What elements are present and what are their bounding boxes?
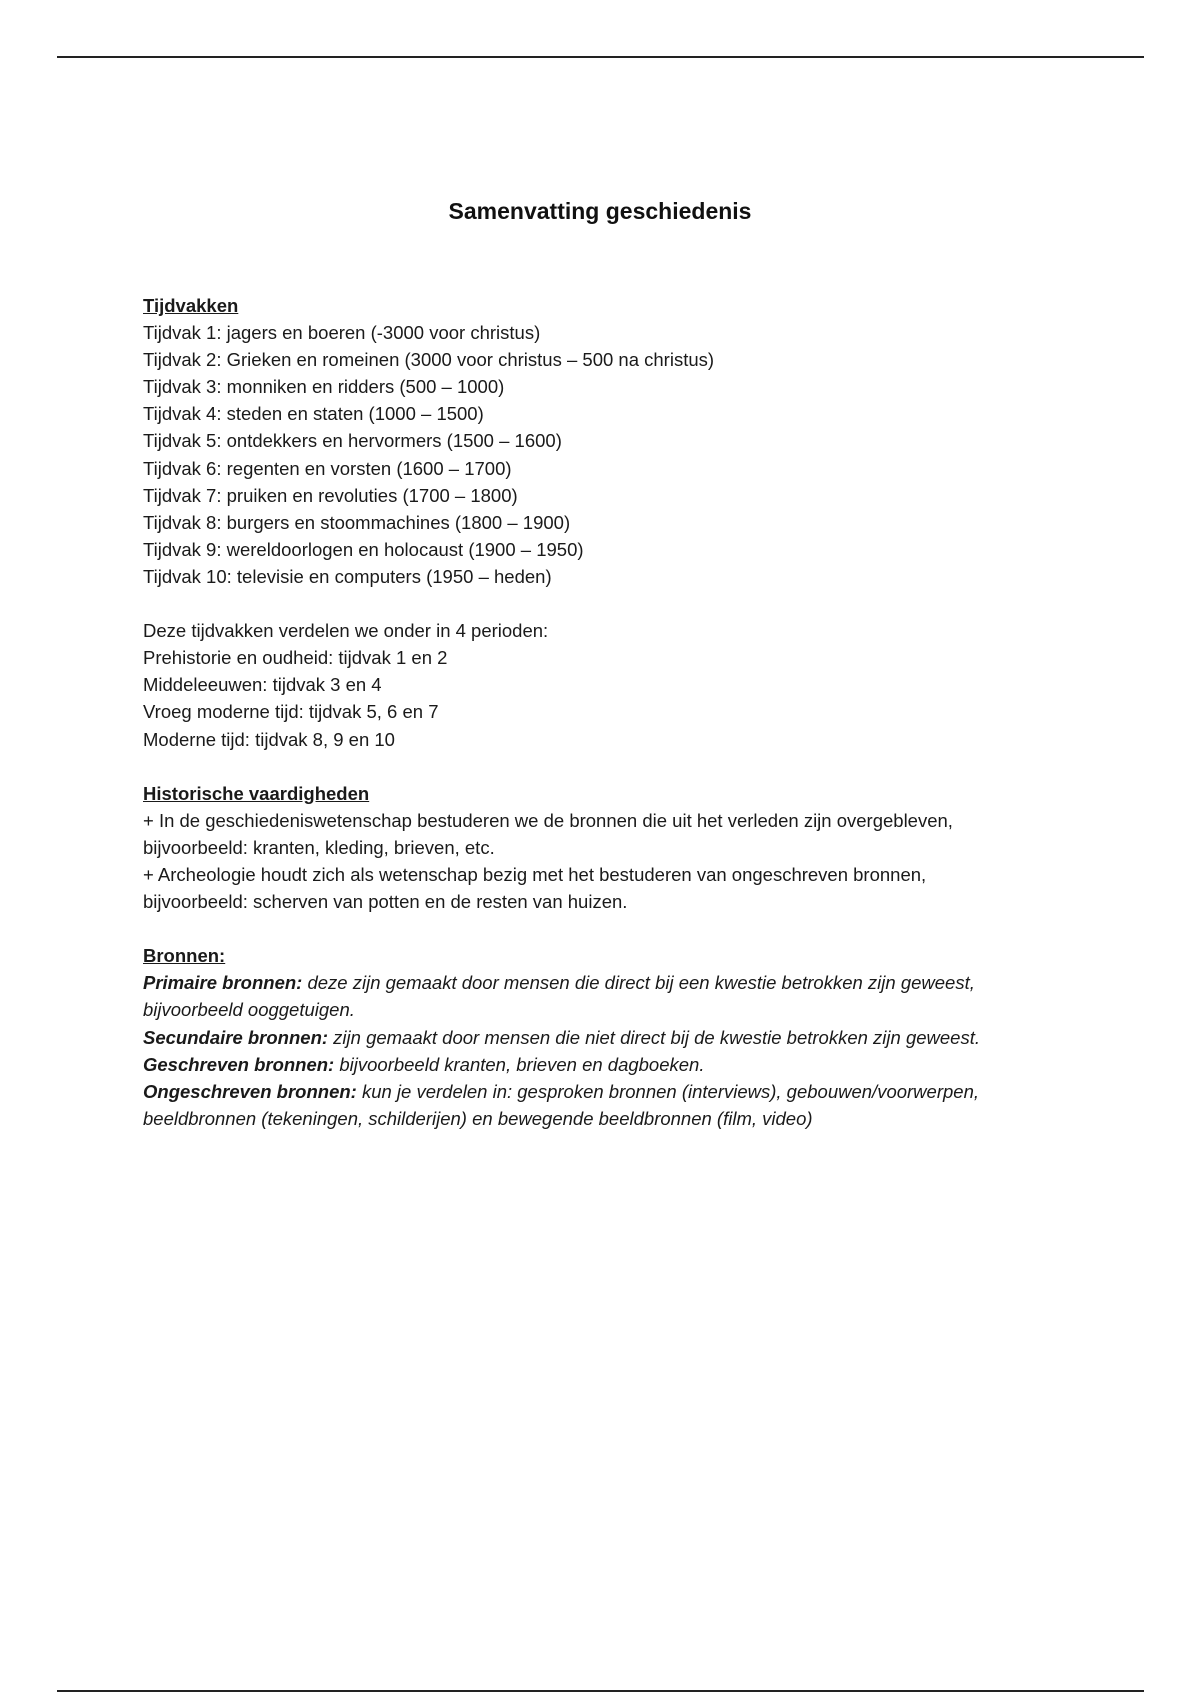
list-item: Tijdvak 5: ontdekkers en hervormers (1500 – 1600) (143, 430, 562, 452)
paragraph-line: bijvoorbeeld: kranten, kleding, brieven, etc. (143, 836, 495, 858)
header-rule (57, 56, 1144, 58)
list-item: Tijdvak 4: steden en staten (1000 – 1500) (143, 403, 484, 425)
paragraph-line: + In de geschiedeniswetenschap bestuderen we de bronnen die uit het verleden zijn overgebleven, (143, 809, 953, 831)
definition-term: Geschreven bronnen: (143, 1053, 335, 1075)
section-heading-vaardigheden: Historische vaardigheden (143, 782, 370, 804)
list-item: Prehistorie en oudheid: tijdvak 1 en 2 (143, 647, 448, 669)
definition-secundaire (143, 1024, 1073, 1051)
list-item: Vroeg moderne tijd: tijdvak 5, 6 en 7 (143, 701, 439, 723)
list-item: Tijdvak 8: burgers en stoommachines (1800 – 1900) (143, 511, 571, 533)
definition-term: Secundaire bronnen: (143, 1026, 329, 1048)
definition-ongeschreven (143, 1078, 1073, 1132)
definition-term: Primaire bronnen: (143, 972, 303, 994)
list-item: Tijdvak 10: televisie en computers (1950 – heden) (143, 565, 552, 587)
definition-primaire (143, 969, 1073, 1023)
list-item: Tijdvak 7: pruiken en revoluties (1700 – 1800) (143, 484, 518, 506)
footer-rule (57, 1690, 1144, 1692)
perioden-intro: Deze tijdvakken verdelen we onder in 4 perioden: (143, 620, 549, 642)
definition-text: deze zijn gemaakt door mensen die direct bij een kwestie betrokken zijn geweest, bijvoorbeeld ooggetuigen. (143, 972, 975, 1021)
list-item: Middeleeuwen: tijdvak 3 en 4 (143, 674, 382, 696)
section-heading-bronnen: Bronnen: (143, 945, 226, 967)
definition-geschreven (143, 1051, 1073, 1078)
paragraph-line: bijvoorbeeld: scherven van potten en de resten van huizen. (143, 891, 628, 913)
list-item: Tijdvak 1: jagers en boeren (-3000 voor christus) (143, 322, 541, 344)
list-item: Tijdvak 9: wereldoorlogen en holocaust (1900 – 1950) (143, 538, 584, 560)
document-body (143, 292, 1073, 1132)
definition-text: kun je verdelen in: gesproken bronnen (interviews), gebouwen/voorwerpen, beeldbronnen (tekeningen, schilderijen) en bewegende beeldbronnen (film, video) (143, 1080, 979, 1129)
definition-term: Ongeschreven bronnen: (143, 1080, 357, 1102)
page-title: Samenvatting geschiedenis (448, 198, 752, 224)
section-heading-tijdvakken: Tijdvakken (143, 295, 239, 316)
list-item: Tijdvak 6: regenten en vorsten (1600 – 1700) (143, 457, 512, 479)
list-item: Moderne tijd: tijdvak 8, 9 en 10 (143, 728, 395, 750)
definition-text: zijn gemaakt door mensen die niet direct bij de kwestie betrokken zijn geweest. (328, 1026, 980, 1048)
spacer (143, 753, 1073, 780)
list-item: Tijdvak 3: monniken en ridders (500 – 1000) (143, 376, 505, 398)
paragraph-line: + Archeologie houdt zich als wetenschap bezig met het bestuderen van ongeschreven bronnen, (143, 863, 927, 885)
definition-text: bijvoorbeeld kranten, brieven en dagboeken. (334, 1053, 705, 1075)
spacer (143, 590, 1073, 617)
spacer (143, 915, 1073, 942)
list-item: Tijdvak 2: Grieken en romeinen (3000 voor christus – 500 na christus) (143, 349, 715, 371)
